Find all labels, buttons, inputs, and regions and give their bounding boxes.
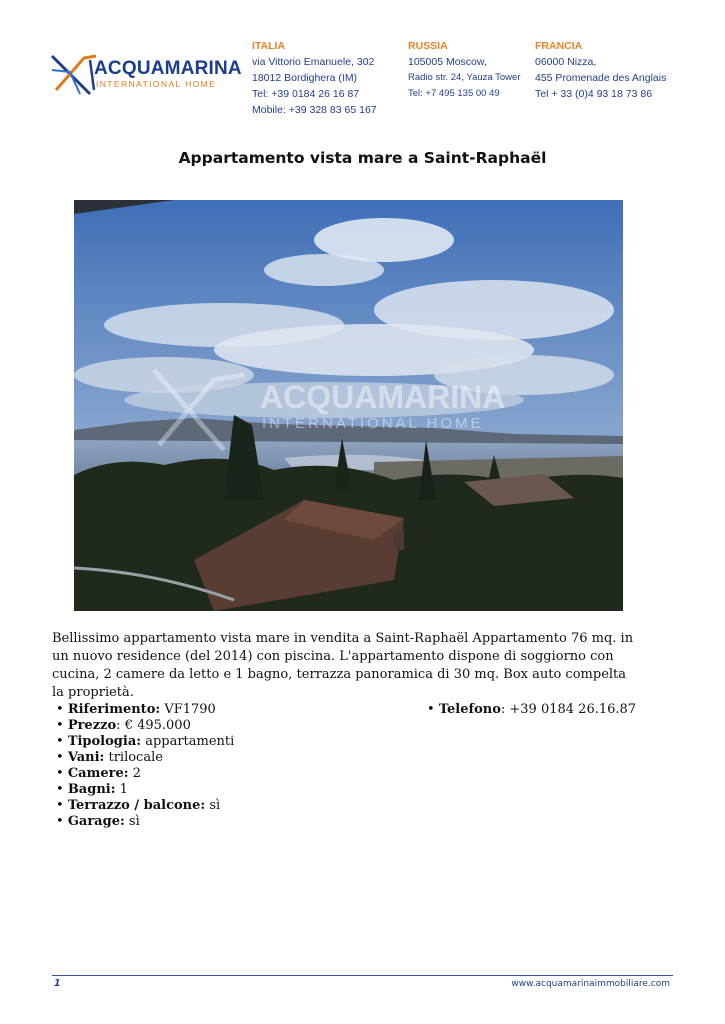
- feature-item: • Garage: sì: [56, 814, 140, 829]
- office-mobile: Mobile: +39 328 83 65 167: [252, 104, 377, 116]
- feature-item: • Camere: 2: [56, 766, 141, 781]
- office-italia: [252, 38, 377, 118]
- office-phone: Tel: +39 0184 26 16 87: [252, 88, 360, 100]
- feature-value: trilocale: [108, 750, 163, 765]
- feature-item: • Terrazzo / balcone: sì: [56, 798, 221, 813]
- footer-divider: [52, 975, 673, 976]
- feature-item: • Vani: trilocale: [56, 750, 163, 765]
- office-address-line: 455 Promenade des Anglais: [535, 72, 667, 84]
- feature-label: Camere:: [67, 766, 129, 781]
- office-address-line: 18012 Bordighera (IM): [252, 72, 358, 84]
- office-address-line: via Vittorio Emanuele, 302: [252, 56, 375, 68]
- photo-watermark-subtitle: INTERNATIONAL HOME: [262, 415, 484, 432]
- feature-value: € 495.000: [124, 718, 191, 733]
- feature-value: sì: [128, 814, 140, 829]
- property-photo: [74, 200, 623, 611]
- company-logo: [50, 50, 242, 100]
- feature-label: Bagni:: [67, 782, 116, 797]
- feature-label: Tipologia:: [67, 734, 142, 749]
- feature-label: Riferimento:: [67, 702, 161, 717]
- feature-value: appartamenti: [145, 734, 235, 749]
- feature-value: 2: [132, 766, 141, 781]
- feature-label: Prezzo: [67, 718, 117, 733]
- office-country: RUSSIA: [408, 40, 448, 52]
- feature-item: • Riferimento: VF1790: [56, 702, 216, 717]
- feature-item: • Bagni: 1: [56, 782, 128, 797]
- page-number: 1: [54, 978, 61, 989]
- phone-value: : +39 0184 26.16.87: [500, 702, 637, 717]
- office-country: FRANCIA: [535, 40, 583, 52]
- feature-value: 1: [119, 782, 128, 797]
- feature-separator: :: [116, 718, 121, 733]
- photo-watermark-name: ACQUAMARINA: [260, 379, 506, 415]
- office-francia: [535, 38, 666, 102]
- office-country: ITALIA: [252, 40, 286, 52]
- feature-item: • Tipologia: appartamenti: [56, 734, 235, 749]
- logo-subtitle: INTERNATIONAL HOME: [96, 79, 217, 89]
- office-phone: Tel + 33 (0)4 93 18 73 86: [535, 88, 653, 100]
- logo-name: ACQUAMARINA: [94, 58, 242, 79]
- feature-item: • Prezzo: € 495.000: [56, 718, 191, 733]
- feature-label: Garage:: [67, 814, 125, 829]
- office-address-line: 105005 Moscow,: [408, 56, 487, 68]
- listing-title: Appartamento vista mare a Saint-Raphaël: [178, 149, 547, 167]
- feature-label: Terrazzo / balcone:: [67, 798, 206, 813]
- phone-label: Telefono: [438, 702, 501, 717]
- features-list: [56, 702, 416, 830]
- footer-website-link[interactable]: www.acquamarinaimmobiliare.com: [511, 979, 670, 989]
- feature-value: VF1790: [164, 702, 216, 717]
- feature-label: Vani:: [67, 750, 105, 765]
- office-address-line: Radio str. 24, Yauza Tower: [408, 72, 521, 83]
- office-address-line: 06000 Nizza,: [535, 56, 597, 68]
- office-russia: [408, 38, 520, 102]
- office-phone: Tel: +7 495 135 00 49: [408, 88, 500, 99]
- feature-value: sì: [209, 798, 221, 813]
- logo-mark-icon: [50, 50, 98, 100]
- contact-phone: • Telefono: +39 0184 26.16.87: [427, 702, 637, 717]
- listing-description: Bellissimo appartamento vista mare in vendita a Saint-Raphaël Appartamento 76 mq. in un nuovo residence (del 2014) con piscina. L'appartamento dispone di soggiorno con cucina, 2 camere da letto e 1 bagno, terrazza panoramica di 30 mq. Box auto compelta la proprietà.: [52, 631, 634, 700]
